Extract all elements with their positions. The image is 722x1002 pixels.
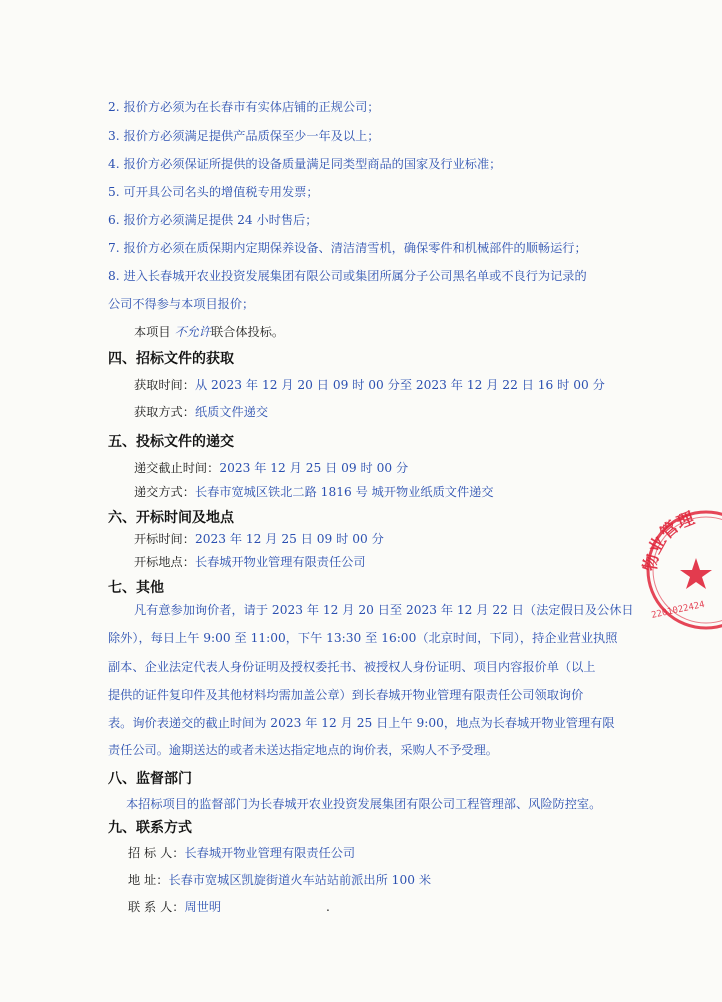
- seal-number: 2201022424: [650, 599, 706, 621]
- submit-method-label: 递交方式：: [134, 485, 195, 499]
- acquire-method-row: [134, 404, 268, 420]
- svg-text:物业管理: [640, 508, 699, 573]
- address-value: 长春市宽城区凯旋街道火车站站前派出所 100 米: [168, 873, 432, 887]
- requirement-item: 8. 进入长春城开农业投资发展集团有限公司或集团所属分子公司黑名单或不良行为记录的: [108, 269, 587, 283]
- opening-place-value: 长春城开物业管理有限责任公司: [194, 555, 366, 569]
- section-4-heading: 四、招标文件的获取: [108, 351, 234, 367]
- opening-place-row: [134, 554, 366, 570]
- consortium-emphasis: 不允许: [174, 325, 211, 339]
- company-seal: [638, 500, 722, 630]
- section-5-heading: 五、投标文件的递交: [108, 434, 234, 450]
- section-8-heading: 八、监督部门: [108, 771, 192, 787]
- opening-time-label: 开标时间：: [134, 532, 195, 546]
- submit-method-value: 长春市宽城区铁北二路 1816 号 城开物业纸质文件递交: [194, 485, 494, 499]
- stray-dot: .: [326, 900, 330, 914]
- opening-time-value: 2023 年 12 月 25 日 09 时 00 分: [194, 532, 384, 546]
- supervision-text: 本招标项目的监督部门为长春城开农业投资发展集团有限公司工程管理部、风险防控室。: [126, 797, 602, 811]
- acquire-time-value: 从 2023 年 12 月 20 日 09 时 00 分至 2023 年 12 月 22 日 16 时 00 分: [194, 378, 605, 392]
- opening-place-label: 开标地点：: [134, 555, 195, 569]
- acquire-time-label: 获取时间：: [134, 378, 195, 392]
- address-label: 地 址：: [128, 873, 169, 887]
- tenderer-label: 招 标 人：: [128, 846, 185, 860]
- other-paragraph-line: 除外），每日上午 9:00 至 11:00，下午 13:30 至 16:00（北京时间，下同），持企业营业执照: [108, 631, 618, 645]
- tenderer-value: 长春城开物业管理有限责任公司: [184, 846, 356, 860]
- address-row: [128, 872, 431, 888]
- contact-value: 周世明: [184, 900, 222, 914]
- submit-deadline-label: 递交截止时间：: [134, 461, 220, 475]
- section-7-heading: 七、其他: [108, 580, 164, 596]
- seal-arc-text: 物业管理: [640, 508, 698, 573]
- acquire-method-value: 纸质文件递交: [194, 405, 269, 419]
- other-paragraph-line: 提供的证件复印件及其他材料均需加盖公章）到长春城开物业管理有限责任公司领取询价: [108, 688, 584, 702]
- requirement-item: 5. 可开具公司名头的增值税专用发票；: [108, 185, 319, 199]
- other-paragraph-line: 副本、企业法定代表人身份证明及授权委托书、被授权人身份证明、项目内容报价单（以上: [108, 660, 596, 674]
- requirement-item: 4. 报价方必须保证所提供的设备质量满足同类型商品的国家及行业标准；: [108, 157, 502, 171]
- submit-method-row: [134, 484, 494, 500]
- other-paragraph-line: 责任公司。逾期送达的或者未送达指定地点的询价表，采购人不予受理。: [108, 743, 498, 757]
- requirement-item: 7. 报价方必须在质保期内定期保养设备、清洁清雪机，确保零件和机械部件的顺畅运行；: [108, 241, 587, 255]
- other-paragraph-line: 凡有意参加询价者，请于 2023 年 12 月 20 日至 2023 年 12 月 22 日（法定假日及公休日: [134, 603, 634, 617]
- acquire-method-label: 获取方式：: [134, 405, 195, 419]
- requirement-item: 公司不得参与本项目报价；: [108, 297, 255, 311]
- requirement-item: 6. 报价方必须满足提供 24 小时售后；: [108, 213, 318, 227]
- consortium-prefix: 本项目: [134, 325, 171, 339]
- submit-deadline-value: 2023 年 12 月 25 日 09 时 00 分: [219, 461, 409, 475]
- tenderer-row: [128, 845, 355, 861]
- requirement-item: 2. 报价方必须为在长春市有实体店铺的正规公司；: [108, 100, 380, 114]
- consortium-suffix: 联合体投标。: [211, 325, 285, 339]
- section-6-heading: 六、开标时间及地点: [108, 510, 234, 526]
- contact-row: [128, 899, 221, 915]
- submit-deadline-row: [134, 460, 408, 476]
- consortium-note: [134, 324, 284, 340]
- contact-label: 联 系 人：: [128, 900, 185, 914]
- opening-time-row: [134, 531, 384, 547]
- star-icon: [680, 558, 712, 589]
- other-paragraph-line: 表。询价表递交的截止时间为 2023 年 12 月 25 日上午 9:00，地点为长春城开物业管理有限: [108, 716, 615, 730]
- section-9-heading: 九、联系方式: [108, 820, 192, 836]
- acquire-time-row: [134, 377, 605, 393]
- requirement-item: 3. 报价方必须满足提供产品质保至少一年及以上；: [108, 129, 380, 143]
